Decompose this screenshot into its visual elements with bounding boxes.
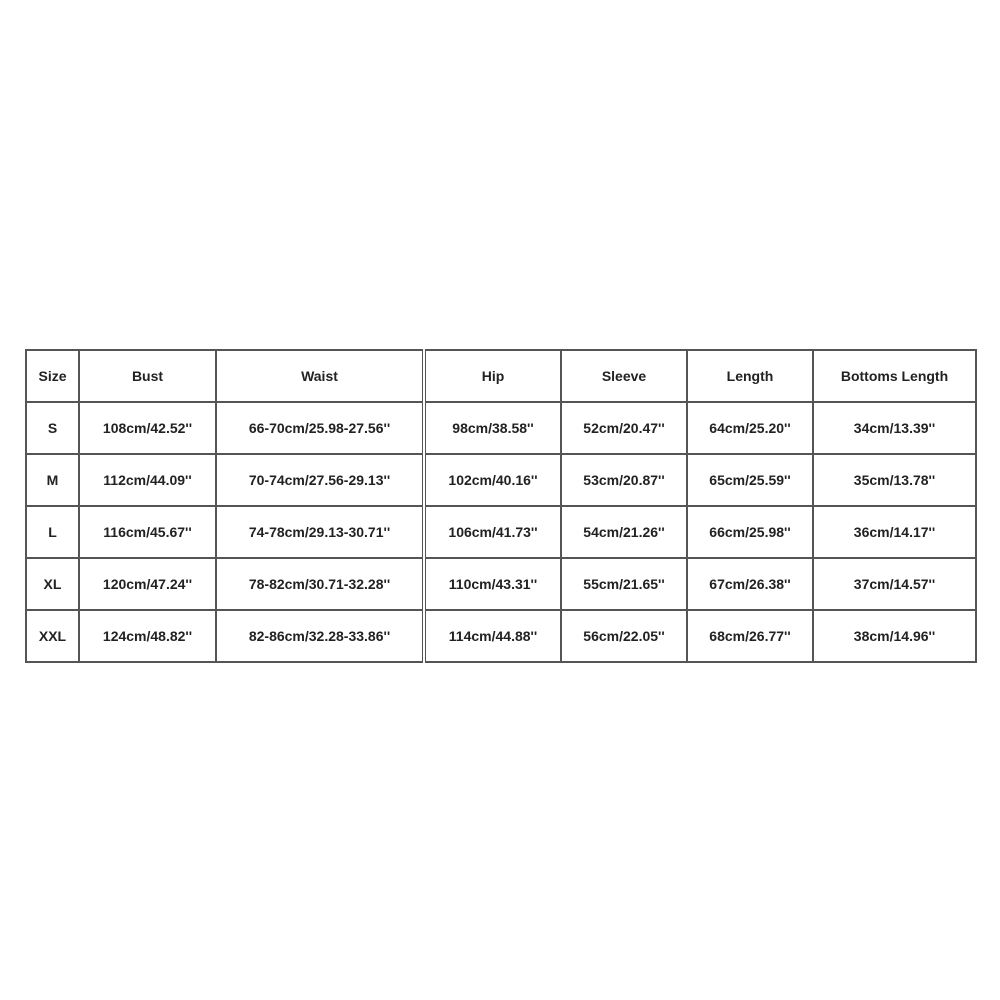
cell-size: XXL <box>26 610 79 662</box>
cell-hip: 110cm/43.31'' <box>424 558 561 610</box>
table-row <box>26 454 976 506</box>
cell-hip: 98cm/38.58'' <box>424 402 561 454</box>
cell-sleeve: 52cm/20.47'' <box>561 402 687 454</box>
cell-bottoms-length: 38cm/14.96'' <box>813 610 976 662</box>
cell-length: 64cm/25.20'' <box>687 402 813 454</box>
table-row <box>26 610 976 662</box>
cell-hip: 106cm/41.73'' <box>424 506 561 558</box>
cell-bust: 124cm/48.82'' <box>79 610 216 662</box>
header-length: Length <box>687 350 813 402</box>
cell-bottoms-length: 37cm/14.57'' <box>813 558 976 610</box>
cell-bust: 120cm/47.24'' <box>79 558 216 610</box>
cell-waist: 82-86cm/32.28-33.86'' <box>216 610 424 662</box>
table-row <box>26 402 976 454</box>
size-chart-table <box>25 349 977 663</box>
cell-length: 66cm/25.98'' <box>687 506 813 558</box>
cell-sleeve: 55cm/21.65'' <box>561 558 687 610</box>
cell-size: L <box>26 506 79 558</box>
header-size: Size <box>26 350 79 402</box>
cell-waist: 74-78cm/29.13-30.71'' <box>216 506 424 558</box>
cell-bust: 116cm/45.67'' <box>79 506 216 558</box>
cell-sleeve: 54cm/21.26'' <box>561 506 687 558</box>
header-bust: Bust <box>79 350 216 402</box>
header-hip: Hip <box>424 350 561 402</box>
cell-bottoms-length: 35cm/13.78'' <box>813 454 976 506</box>
cell-bottoms-length: 34cm/13.39'' <box>813 402 976 454</box>
cell-waist: 70-74cm/27.56-29.13'' <box>216 454 424 506</box>
cell-size: S <box>26 402 79 454</box>
header-sleeve: Sleeve <box>561 350 687 402</box>
cell-bust: 112cm/44.09'' <box>79 454 216 506</box>
cell-length: 67cm/26.38'' <box>687 558 813 610</box>
cell-bottoms-length: 36cm/14.17'' <box>813 506 976 558</box>
cell-waist: 66-70cm/25.98-27.56'' <box>216 402 424 454</box>
header-bottoms-length: Bottoms Length <box>813 350 976 402</box>
cell-sleeve: 56cm/22.05'' <box>561 610 687 662</box>
cell-waist: 78-82cm/30.71-32.28'' <box>216 558 424 610</box>
cell-size: XL <box>26 558 79 610</box>
cell-hip: 114cm/44.88'' <box>424 610 561 662</box>
cell-length: 68cm/26.77'' <box>687 610 813 662</box>
cell-length: 65cm/25.59'' <box>687 454 813 506</box>
cell-size: M <box>26 454 79 506</box>
cell-sleeve: 53cm/20.87'' <box>561 454 687 506</box>
cell-hip: 102cm/40.16'' <box>424 454 561 506</box>
table-row <box>26 506 976 558</box>
header-waist: Waist <box>216 350 424 402</box>
cell-bust: 108cm/42.52'' <box>79 402 216 454</box>
table-row <box>26 558 976 610</box>
header-row <box>26 350 976 402</box>
